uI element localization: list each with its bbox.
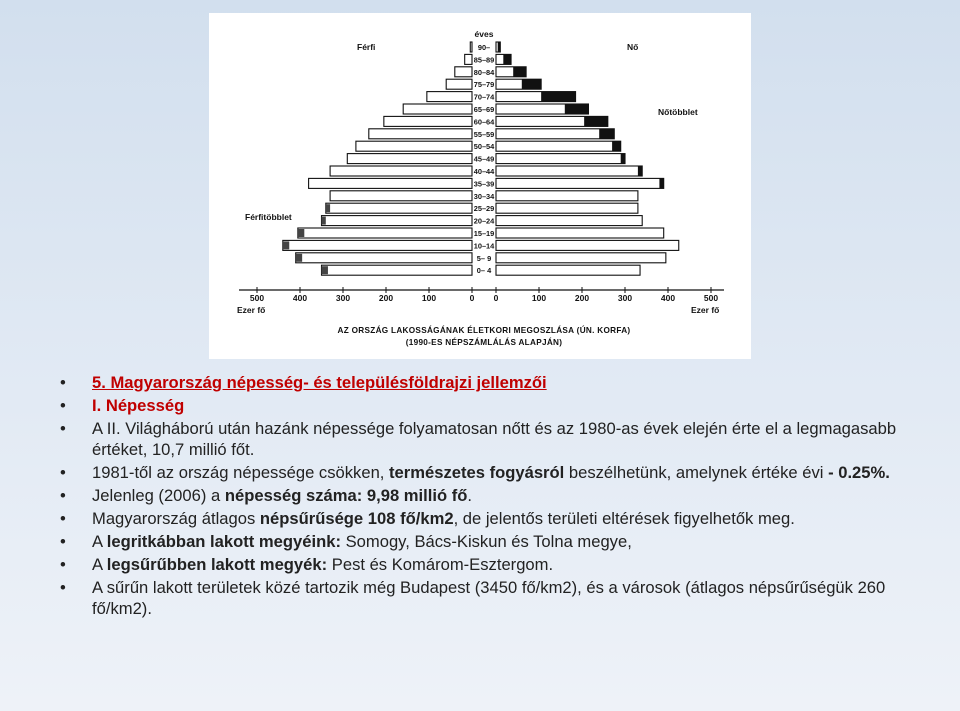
female-surplus-bar xyxy=(565,104,589,114)
female-bar xyxy=(496,154,625,164)
female-surplus-bar xyxy=(638,166,642,176)
bullet-item xyxy=(60,508,930,529)
male-label: Férfi xyxy=(357,42,376,52)
female-surplus-bar xyxy=(659,178,663,188)
age-group-label: 15–19 xyxy=(473,229,495,238)
female-bar xyxy=(496,216,642,226)
bullet-text: Pest és Komárom-Esztergom. xyxy=(327,555,554,574)
x-tick-label: 500 xyxy=(703,293,719,303)
age-group-label: 50–54 xyxy=(473,142,495,152)
male-bar xyxy=(455,67,472,77)
male-bar xyxy=(330,191,472,201)
female-bar xyxy=(496,141,621,151)
bullet-dot-icon: • xyxy=(60,373,66,392)
x-tick-label: 0 xyxy=(493,293,499,303)
bullet-emphasis: legritkábban lakott megyéink: xyxy=(106,532,341,551)
female-surplus-bar xyxy=(584,116,608,126)
section-title: 5. Magyarország népesség- és településföldrajzi jellemzői xyxy=(92,373,547,392)
female-surplus-bar xyxy=(503,54,511,64)
bullet-emphasis: - 0.25%. xyxy=(828,463,890,482)
bullet-dot-icon: • xyxy=(60,486,66,505)
bullet-dot-icon: • xyxy=(60,419,66,438)
x-tick-label: 400 xyxy=(292,293,308,303)
male-bar xyxy=(384,116,472,126)
unit-left: Ezer fő xyxy=(237,305,266,315)
age-group-label: 35–39 xyxy=(473,179,495,189)
x-tick-label: 0 xyxy=(469,293,475,303)
female-bar xyxy=(496,129,614,139)
bullet-text: A sűrűn lakott területek közé tartozik még Budapest (3450 fő/km2), és a városok (átlagos népsűrűségük 260 fő/km2). xyxy=(92,578,886,618)
male-surplus-bar xyxy=(326,204,330,212)
bullet-list xyxy=(60,372,930,621)
male-bar xyxy=(298,228,472,238)
caption-line-1: AZ ORSZÁG LAKOSSÁGÁNAK ÉLETKORI MEGOSZLÁSA (ÚN. KORFA) xyxy=(337,326,631,335)
male-bar xyxy=(347,154,472,164)
bullet-item xyxy=(60,485,930,506)
male-bar xyxy=(403,104,472,114)
caption-line-2: (1990-ES NÉPSZÁMLÁLÁS ALAPJÁN) xyxy=(405,338,563,347)
population-pyramid-chart xyxy=(209,13,751,359)
male-surplus-bar xyxy=(322,217,326,225)
female-bar xyxy=(496,203,638,213)
x-tick-label: 200 xyxy=(378,293,394,303)
male-bar xyxy=(470,42,472,52)
x-tick-label: 100 xyxy=(421,293,437,303)
bullet-text: Somogy, Bács-Kiskun és Tolna megye, xyxy=(340,532,632,551)
male-bar xyxy=(283,240,472,250)
x-tick-label: 200 xyxy=(574,293,590,303)
female-surplus-bar xyxy=(522,79,541,89)
bullet-item xyxy=(60,372,930,393)
female-bar xyxy=(496,178,664,188)
bullet-text: A II. Világháború után hazánk népessége folyamatosan nőtt és az 1980-as évek elején érte el a legmagasabb értéket, 10,7 millió főt. xyxy=(92,419,897,459)
male-surplus-bar xyxy=(283,241,289,249)
male-surplus-bar xyxy=(298,229,304,237)
bullet-item xyxy=(60,531,930,552)
female-bar xyxy=(496,191,638,201)
x-tick-label: 300 xyxy=(335,293,351,303)
age-group-label: 5– 9 xyxy=(476,253,492,263)
age-group-label: 75–79 xyxy=(473,80,495,90)
age-group-label: 65–69 xyxy=(473,105,495,114)
age-axis-title: éves xyxy=(474,29,494,39)
age-group-label: 90– xyxy=(477,43,491,52)
male-bar xyxy=(356,141,472,151)
bullet-text: A xyxy=(92,532,107,551)
age-group-label: 85–89 xyxy=(473,55,495,65)
age-group-label: 30–34 xyxy=(473,191,495,201)
female-bar xyxy=(496,240,679,250)
female-surplus-bar xyxy=(541,92,575,102)
female-surplus-bar xyxy=(498,42,501,52)
bullet-emphasis: természetes fogyásról xyxy=(389,463,565,482)
bullet-text: 1981-től az ország népessége csökken, xyxy=(92,463,390,482)
bullet-dot-icon: • xyxy=(60,463,66,482)
male-bar xyxy=(309,178,472,188)
male-bar xyxy=(322,265,473,275)
age-group-label: 45–49 xyxy=(473,154,495,164)
male-bar xyxy=(465,54,472,64)
age-group-label: 20–24 xyxy=(473,216,495,226)
female-bar xyxy=(496,253,666,263)
female-bar xyxy=(496,265,640,275)
age-group-label: 60–64 xyxy=(473,117,495,127)
age-group-label: 80–84 xyxy=(473,67,495,77)
male-bar xyxy=(322,216,473,226)
age-group-label: 10–14 xyxy=(473,241,495,251)
subsection-title: I. Népesség xyxy=(92,396,185,415)
bullet-text: A xyxy=(92,555,107,574)
female-surplus-label: Nőtöbblet xyxy=(658,107,698,117)
bullet-item xyxy=(60,554,930,575)
male-bar xyxy=(427,92,472,102)
bullet-emphasis: legsűrűbben lakott megyék: xyxy=(106,555,328,574)
unit-right: Ezer fő xyxy=(691,305,720,315)
bullet-text: Jelenleg (2006) a xyxy=(92,486,225,505)
age-group-label: 25–29 xyxy=(473,204,495,214)
x-tick-label: 400 xyxy=(660,293,676,303)
female-surplus-bar xyxy=(621,154,625,164)
x-tick-label: 300 xyxy=(617,293,633,303)
male-surplus-bar xyxy=(296,254,302,262)
bullet-emphasis: népesség száma: 9,98 millió fő xyxy=(224,486,468,505)
male-surplus-bar xyxy=(322,266,328,274)
bullet-emphasis: népsűrűsége 108 fő/km2 xyxy=(259,509,454,528)
male-bar xyxy=(330,166,472,176)
age-group-label: 0– 4 xyxy=(476,266,492,276)
male-bar xyxy=(296,253,472,263)
age-group-label: 40–44 xyxy=(473,167,495,176)
male-surplus-label: Férfitöbblet xyxy=(245,212,292,222)
age-group-label: 55–59 xyxy=(473,129,495,139)
bullet-item xyxy=(60,462,930,483)
female-surplus-bar xyxy=(513,67,526,77)
x-tick-label: 500 xyxy=(249,293,265,303)
population-pyramid-figure xyxy=(209,13,751,359)
bullet-item xyxy=(60,395,930,416)
bullet-text: , de jelentős területi eltérések figyelhetők meg. xyxy=(453,509,795,528)
bullet-item xyxy=(60,577,930,619)
bullet-text: . xyxy=(467,486,473,505)
bullet-text: beszélhetünk, amelynek értéke évi xyxy=(564,463,829,482)
female-bar xyxy=(496,228,664,238)
age-group-label: 70–74 xyxy=(473,92,495,102)
male-bar xyxy=(326,203,472,213)
bullet-dot-icon: • xyxy=(60,578,66,597)
bullet-dot-icon: • xyxy=(60,396,66,415)
female-surplus-bar xyxy=(599,129,614,139)
bullet-item xyxy=(60,418,930,460)
male-bar xyxy=(446,79,472,89)
bullet-dot-icon: • xyxy=(60,509,66,528)
female-label: Nő xyxy=(627,42,639,52)
bullet-text: Magyarország átlagos xyxy=(92,509,260,528)
female-bar xyxy=(496,166,642,176)
male-bar xyxy=(369,129,472,139)
bullet-dot-icon: • xyxy=(60,532,66,551)
x-tick-label: 100 xyxy=(531,293,547,303)
bullet-dot-icon: • xyxy=(60,555,66,574)
female-surplus-bar xyxy=(612,141,621,151)
